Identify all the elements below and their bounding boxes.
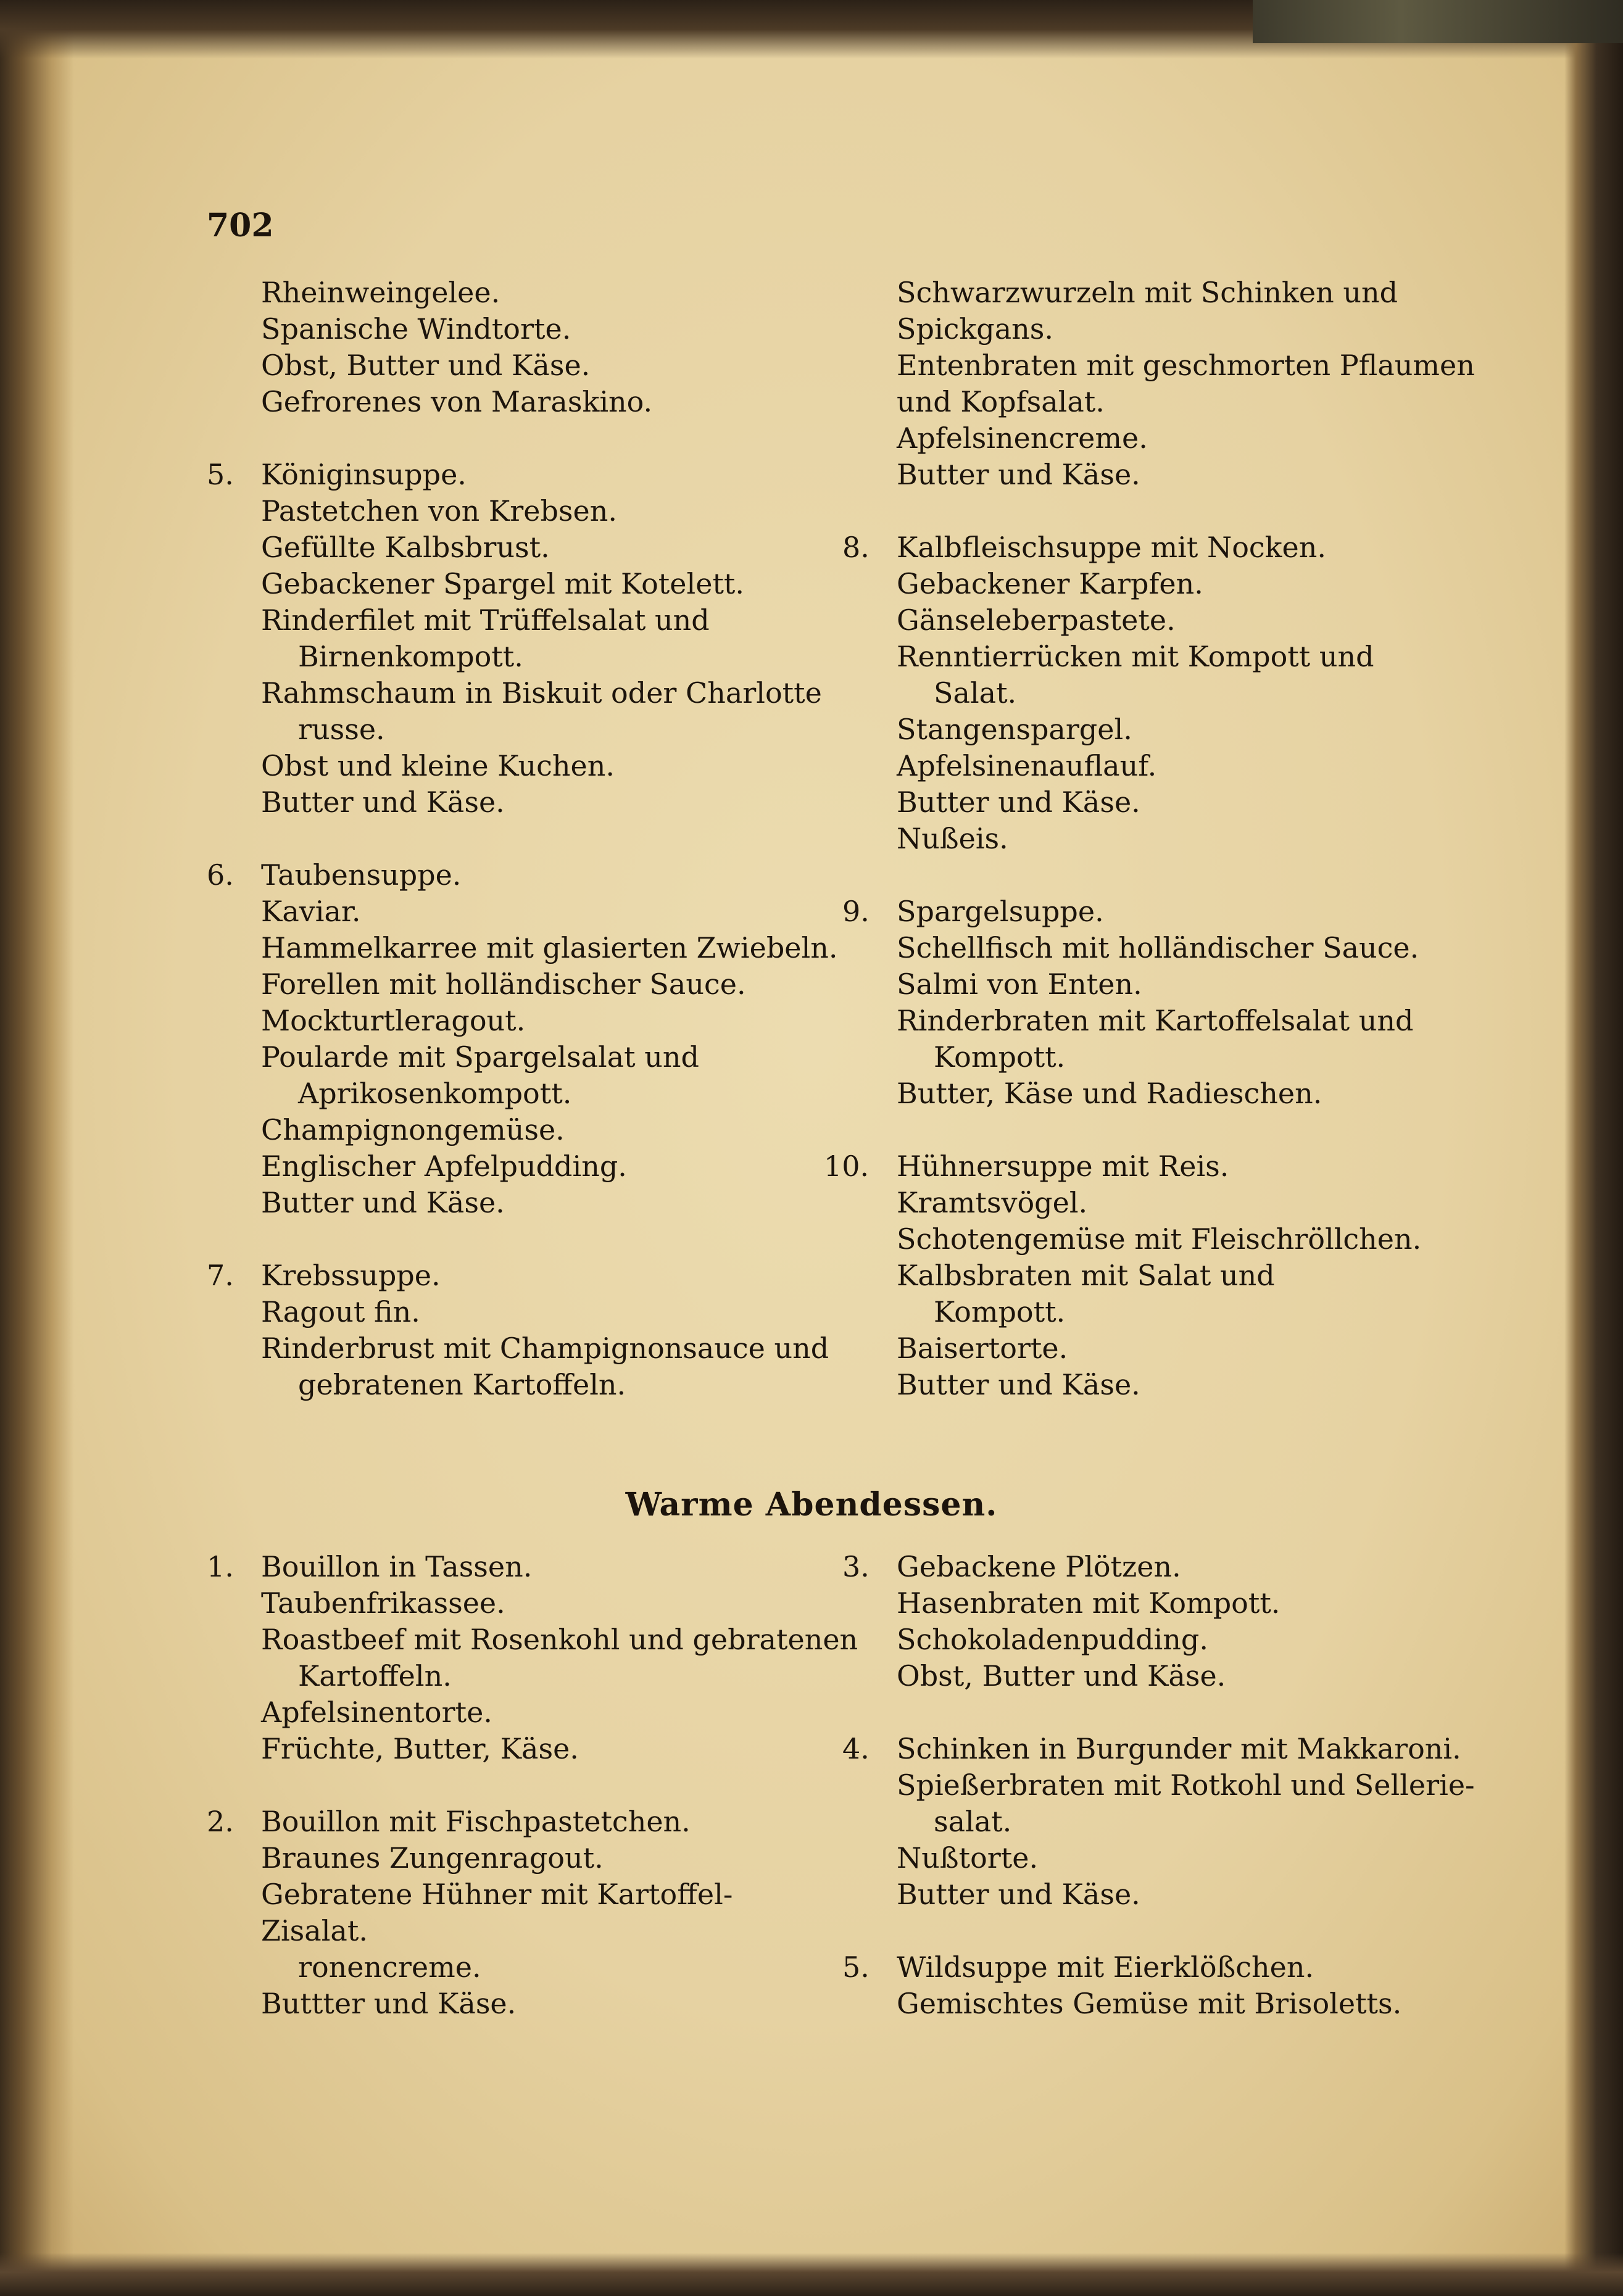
menu-line: Gebackener Spargel mit Kotelett. xyxy=(261,567,745,600)
menu-line: Butter und Käse. xyxy=(897,1368,1140,1401)
section-title: Warme Abendessen. xyxy=(625,1486,998,1523)
menu-line: Hühnersuppe mit Reis. xyxy=(897,1150,1229,1183)
menu-line: Spickgans. xyxy=(897,312,1054,346)
menu-line: Baisertorte. xyxy=(897,1332,1068,1365)
menu-line-continued: Kartoffeln. xyxy=(298,1659,452,1693)
menu-number: 4. xyxy=(842,1732,870,1765)
book-cover-edge xyxy=(1253,0,1623,43)
menu-line: Gefrorenes von Maraskino. xyxy=(261,385,653,418)
menu-line: Gebackener Karpfen. xyxy=(897,567,1203,600)
menu-line: Butter und Käse. xyxy=(261,785,505,819)
menu-7 xyxy=(207,1258,829,1403)
menu-line: Taubensuppe. xyxy=(261,858,462,892)
menu-line: Rinderbraten mit Kartoffelsalat und xyxy=(897,1004,1414,1037)
menu-line: Wildsuppe mit Eierklößchen. xyxy=(897,1950,1314,1984)
menu-line: Königinsuppe. xyxy=(261,458,467,491)
menu-line: Kalbfleischsuppe mit Nocken. xyxy=(897,531,1327,564)
page-right-shadow xyxy=(1564,0,1623,2296)
menu-5 xyxy=(207,457,822,821)
menu-line: Obst, Butter und Käse. xyxy=(261,349,591,382)
menu-line: Schellfisch mit holländischer Sauce. xyxy=(897,931,1419,964)
menu-8 xyxy=(842,529,1416,857)
lower-right-column xyxy=(842,1549,1475,2058)
menu-line: Buttter und Käse. xyxy=(261,1987,517,2020)
menu-3 xyxy=(842,1549,1416,1694)
menu-10 xyxy=(824,1148,1422,1403)
menu-number: 8. xyxy=(842,531,870,564)
menu-number: 3. xyxy=(842,1550,870,1583)
menu-line-continued: Kompott. xyxy=(934,1040,1066,1074)
menu-line: Kramtsvögel. xyxy=(897,1186,1088,1219)
menu-line: Poularde mit Spargelsalat und xyxy=(261,1040,699,1074)
menu-line: Renntierrücken mit Kompott und xyxy=(897,640,1374,673)
menu-number: 6. xyxy=(207,858,234,892)
menu-line: Spanische Windtorte. xyxy=(261,312,571,346)
menu-line: Butter und Käse. xyxy=(897,458,1140,491)
menu-line: Krebssuppe. xyxy=(261,1259,441,1292)
menu-line: Hasenbraten mit Kompott. xyxy=(897,1586,1281,1620)
menu-line: Gebratene Hühner mit Kartoffel- xyxy=(261,1878,733,1911)
menu-line-continued: ronencreme. xyxy=(298,1950,481,1984)
menu-line: Schokoladenpudding. xyxy=(897,1623,1208,1656)
menu-line: Mockturtleragout. xyxy=(261,1004,526,1037)
menu-number: 1. xyxy=(207,1550,234,1583)
menu-line: Nußtorte. xyxy=(897,1841,1039,1875)
upper-right-column xyxy=(824,275,1475,1440)
menu-line-continued: salat. xyxy=(934,1805,1012,1838)
menu-line: Hammelkarree mit glasierten Zwiebeln. xyxy=(261,931,838,964)
menu-line: Schinken in Burgunder mit Makkaroni. xyxy=(897,1732,1461,1765)
menu-line: Bouillon in Tassen. xyxy=(261,1550,533,1583)
menu-line: Rinderbrust mit Champignonsauce und xyxy=(261,1332,829,1365)
menu-line: Schwarzwurzeln mit Schinken und xyxy=(897,276,1398,309)
menu-line-continued: Birnenkompott. xyxy=(298,640,523,673)
menu-line: Pastetchen von Krebsen. xyxy=(261,494,617,528)
menu-6 xyxy=(207,857,838,1221)
menu-line: Spießerbraten mit Rotkohl und Sellerie- xyxy=(897,1768,1475,1802)
menu-5-evening xyxy=(842,1949,1416,2022)
menu-line: Apfelsinenauflauf. xyxy=(897,749,1157,782)
menu-line: Ragout fin. xyxy=(261,1295,420,1328)
page-binding-shadow xyxy=(0,0,74,2296)
page-number: 702 xyxy=(207,207,274,244)
menu-line: Zisalat. xyxy=(261,1914,368,1947)
menu-line: Bouillon mit Fischpastetchen. xyxy=(261,1805,691,1838)
menu-line: Butter und Käse. xyxy=(261,1186,505,1219)
menu-line: Obst und kleine Kuchen. xyxy=(261,749,615,782)
menu-line: Gefüllte Kalbsbrust. xyxy=(261,531,550,564)
menu-line-continued: russe. xyxy=(298,713,385,746)
menu-line: Kalbsbraten mit Salat und xyxy=(897,1259,1275,1292)
menu-line: Spargelsuppe. xyxy=(897,895,1104,928)
menu-line-continued: Kompott. xyxy=(934,1295,1066,1328)
menu-line: Früchte, Butter, Käse. xyxy=(261,1732,579,1765)
menu-number: 5. xyxy=(207,458,234,491)
upper-left-column xyxy=(207,275,838,1440)
menu-line: Gebackene Plötzen. xyxy=(897,1550,1181,1583)
menu-line: Rinderfilet mit Trüffelsalat und xyxy=(261,603,710,637)
menu-line: Butter und Käse. xyxy=(897,1878,1140,1911)
menu-line: Butter, Käse und Radieschen. xyxy=(897,1077,1322,1110)
menu-line: Stangenspargel. xyxy=(897,713,1132,746)
page-bottom-shadow xyxy=(0,2253,1623,2296)
menu-line: Butter und Käse. xyxy=(897,785,1140,819)
menu-line: Apfelsinencreme. xyxy=(897,421,1148,455)
lower-left-column xyxy=(207,1549,858,2058)
menu-number: 10. xyxy=(824,1150,870,1183)
menu-number: 2. xyxy=(207,1805,234,1838)
menu-line: Obst, Butter und Käse. xyxy=(897,1659,1226,1693)
menu-line-continued: gebratenen Kartoffeln. xyxy=(298,1368,626,1401)
menu-line: Roastbeef mit Rosenkohl und gebratenen xyxy=(261,1623,858,1656)
menu-line: Rahmschaum in Biskuit oder Charlotte xyxy=(261,676,822,710)
menu-continuation xyxy=(207,275,781,420)
menu-line-continued: Salat. xyxy=(934,676,1017,710)
menu-9 xyxy=(842,893,1419,1112)
menu-line: Rheinweingelee. xyxy=(261,276,500,309)
menu-line: und Kopfsalat. xyxy=(897,385,1105,418)
menu-line: Nußeis. xyxy=(897,822,1008,855)
menu-line: Kaviar. xyxy=(261,895,361,928)
menu-line: Salmi von Enten. xyxy=(897,968,1142,1001)
menu-line: Schotengemüse mit Fleischröllchen. xyxy=(897,1222,1422,1256)
menu-line: Braunes Zungenragout. xyxy=(261,1841,604,1875)
menu-continuation xyxy=(842,275,1475,493)
menu-number: 5. xyxy=(842,1950,870,1984)
menu-1 xyxy=(207,1549,858,1767)
menu-line: Taubenfrikassee. xyxy=(261,1586,505,1620)
menu-number: 7. xyxy=(207,1259,234,1292)
menu-line: Champignongemüse. xyxy=(261,1113,565,1146)
menu-line: Entenbraten mit geschmorten Pflaumen xyxy=(897,349,1475,382)
menu-4 xyxy=(842,1731,1475,1913)
menu-line-continued: Aprikosenkompott. xyxy=(298,1077,572,1110)
menu-line: Apfelsinentorte. xyxy=(261,1696,492,1729)
menu-2 xyxy=(207,1804,781,2022)
menu-line: Forellen mit holländischer Sauce. xyxy=(261,968,746,1001)
menu-line: Gänseleberpastete. xyxy=(897,603,1176,637)
menu-line: Englischer Apfelpudding. xyxy=(261,1150,627,1183)
menu-line: Gemischtes Gemüse mit Brisoletts. xyxy=(897,1987,1402,2020)
menu-number: 9. xyxy=(842,895,870,928)
